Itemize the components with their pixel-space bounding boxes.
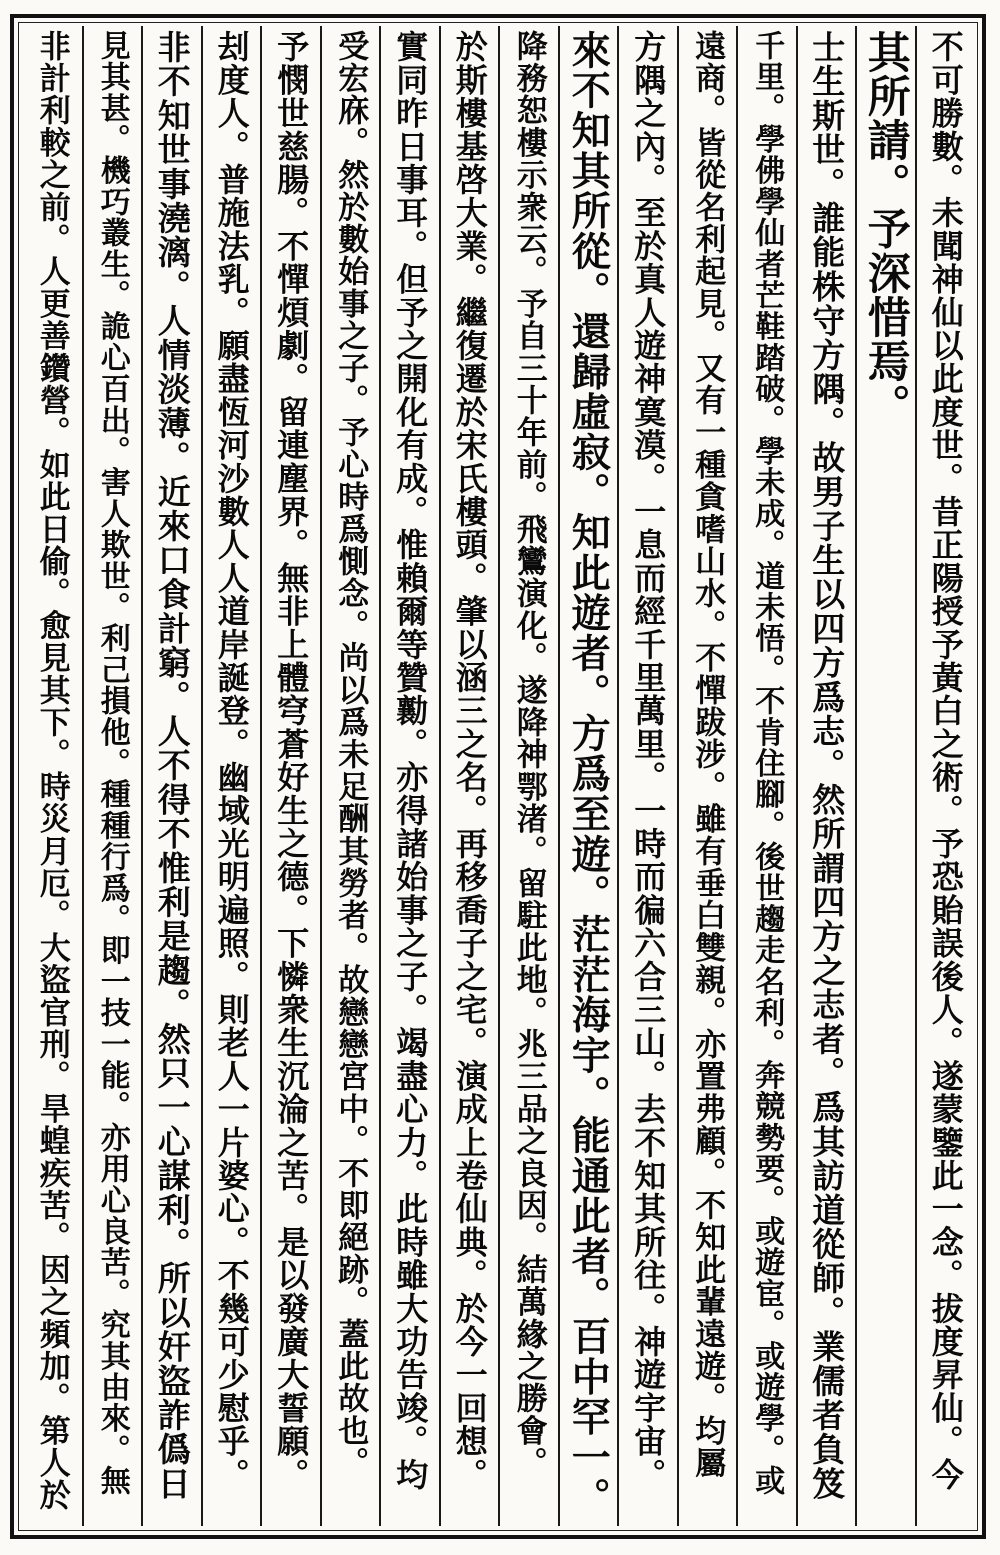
column-text: 受宏庥。然於數始事之子。予心時爲惻念。尚以爲未足酬其勞者。故戀戀宮中。不即絕跡。蓋此故也。	[332, 30, 369, 1479]
column-text: 來不知其所從。還歸虛寂。知此遊者。方爲至遊。茫茫海宇。能通此者。百中罕一。	[565, 30, 612, 1518]
column-text: 刦度人。普施法乳。願盡恆河沙數人人道岸誕登。幽域光明遍照。則老人一片婆心。不幾可少慰乎。	[212, 30, 251, 1491]
column-text: 予憫世慈腸。不憚煩劇。留連塵界。無非上體穹蒼好生之德。下憐衆生沉淪之苦。是以發廣大誓願。	[272, 30, 311, 1491]
text-column	[558, 26, 618, 1526]
text-columns	[22, 26, 974, 1526]
column-text: 降務恕樓示衆云。予自三十年前。飛鸞演化。遂降神鄂渚。留駐此地。兆三品之良因。結萬緣之勝會。	[510, 30, 547, 1479]
text-column	[320, 26, 380, 1526]
text-column	[677, 26, 737, 1526]
text-column	[498, 26, 558, 1526]
column-text: 千里。學佛學仙者芒鞋踏破。學未成。道未悟。不肯住腳。後世趨走名利。奔競勢要。或遊宦。或遊學。或	[749, 30, 785, 1497]
column-text: 非計利較之前。人更善鑽營。如此日偷。愈見其下。時災月厄。大盜官刑。旱蝗疾苦。因之頻加。第人於	[33, 30, 70, 1512]
column-text: 遠商。皆從名利起見。又有一種貪嗜山水。不憚跋涉。雖有垂白雙親。亦置弗顧。不知此輩遠遊。均屬	[689, 30, 726, 1479]
column-text: 實同昨日事耳。但予之開化有成。惟賴爾等贊勷。亦得諸始事之子。竭盡心力。此時雖大功告竣。均	[391, 30, 430, 1491]
text-column	[201, 26, 261, 1526]
text-column	[736, 26, 796, 1526]
text-column	[379, 26, 439, 1526]
column-text: 非不知世事澆漓。人情淡薄。近來口食計窮。人不得不惟利是趨。然只一心謀利。所以奸盜詐僞日	[152, 30, 192, 1501]
text-column	[617, 26, 677, 1526]
text-column	[439, 26, 499, 1526]
column-text: 於斯樓基啓大業。繼復遷於宋氏樓頭。肇以涵三之名。再移喬子之宅。演成上卷仙典。於今一回想。	[450, 30, 489, 1491]
text-column	[855, 26, 915, 1526]
column-text: 其所請。予深惜焉。	[860, 30, 911, 428]
column-text: 不可勝數。未聞神仙以此度世。昔正陽授予黃白之術。予恐貽誤後人。遂蒙鑒此一念。拔度昇仙。今	[926, 30, 965, 1491]
column-text: 見其甚。機巧叢生。詭心百出。害人欺世。利己損他。種種行爲。即一技一能。亦用心良苦。究其由來。無	[94, 30, 130, 1497]
text-column	[915, 26, 975, 1526]
text-column	[260, 26, 320, 1526]
text-column	[82, 26, 142, 1526]
text-column	[22, 26, 82, 1526]
text-column	[141, 26, 201, 1526]
column-text: 士生斯世。誰能株守方隅。故男子生以四方爲志。然所謂四方之志者。爲其訪道從師。業儒者負笈	[807, 30, 847, 1501]
text-column	[796, 26, 856, 1526]
column-text: 方隅之內。至於真人遊神寞漠。一息而經千里萬里。一時而徧六合三山。去不知其所往。神遊宇宙。	[629, 30, 668, 1491]
